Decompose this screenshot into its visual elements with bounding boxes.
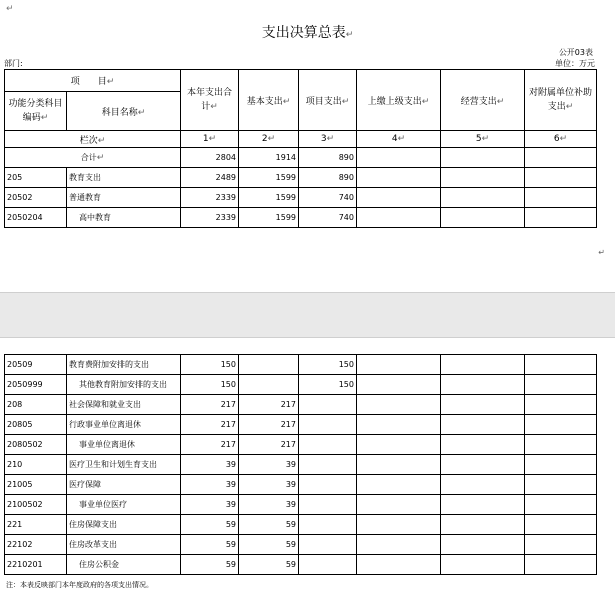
row-upper — [357, 535, 441, 555]
column-index-5: 5↵ — [441, 131, 525, 148]
row-total: 39 — [181, 455, 239, 475]
row-basic: 39 — [239, 495, 299, 515]
row-total: 2339 — [181, 188, 239, 208]
row-name: 住房保障支出 — [67, 515, 181, 535]
row-project — [299, 475, 357, 495]
row-business — [441, 355, 525, 375]
row-name: 高中教育 — [67, 208, 181, 228]
table-row — [5, 435, 597, 455]
table-row — [5, 355, 597, 375]
column-index-6: 6↵ — [525, 131, 597, 148]
row-subsidy — [525, 188, 597, 208]
row-subsidy — [525, 475, 597, 495]
table-row — [5, 375, 597, 395]
row-name: 普通教育 — [67, 188, 181, 208]
row-code: 208 — [5, 395, 67, 415]
row-code: 2080502 — [5, 435, 67, 455]
row-project — [299, 395, 357, 415]
row-code: 21005 — [5, 475, 67, 495]
column-index-1: 1↵ — [181, 131, 239, 148]
row-subsidy — [525, 435, 597, 455]
row-business — [441, 415, 525, 435]
row-upper — [357, 515, 441, 535]
department-label: 部门: — [4, 59, 23, 68]
page-1 — [0, 0, 615, 292]
row-upper — [357, 355, 441, 375]
row-code: 205 — [5, 168, 67, 188]
header-basic: 基本支出↵ — [239, 70, 299, 131]
row-name: 医疗卫生和计划生育支出 — [67, 455, 181, 475]
table-row — [5, 208, 597, 228]
row-total: 39 — [181, 495, 239, 515]
header-subject-name: 科目名称↵ — [67, 92, 181, 131]
row-project: 890 — [299, 168, 357, 188]
table-row — [5, 535, 597, 555]
row-subsidy — [525, 168, 597, 188]
table-row — [5, 515, 597, 535]
row-upper — [357, 168, 441, 188]
row-project — [299, 515, 357, 535]
column-index-2: 2↵ — [239, 131, 299, 148]
row-subsidy — [525, 208, 597, 228]
page-break-gap — [0, 292, 615, 338]
row-name: 教育支出 — [67, 168, 181, 188]
row-project — [299, 455, 357, 475]
row-basic: 1599 — [239, 208, 299, 228]
row-upper — [357, 415, 441, 435]
row-basic: 39 — [239, 475, 299, 495]
row-subsidy — [525, 355, 597, 375]
row-business — [441, 475, 525, 495]
row-project — [299, 415, 357, 435]
row-project: 150 — [299, 375, 357, 395]
row-name: 住房改革支出 — [67, 535, 181, 555]
expenditure-table-top — [4, 69, 597, 228]
header-item: 项 目↵ — [5, 70, 181, 92]
row-project: 740 — [299, 188, 357, 208]
row-code: 2050204 — [5, 208, 67, 228]
header-func-code: 功能分类科目编码↵ — [5, 92, 67, 131]
row-basic: 39 — [239, 455, 299, 475]
row-basic: 59 — [239, 555, 299, 575]
row-name: 行政事业单位离退休 — [67, 415, 181, 435]
row-upper — [357, 395, 441, 415]
row-code: 210 — [5, 455, 67, 475]
row-name: 其他教育附加安排的支出 — [67, 375, 181, 395]
table-row — [5, 495, 597, 515]
row-upper — [357, 495, 441, 515]
total-label: 合计↵ — [5, 148, 181, 168]
table-note: 注：本表反映部门本年度政府的各项支出情况。 — [6, 581, 153, 589]
row-upper — [357, 208, 441, 228]
total-row — [5, 148, 597, 168]
paragraph-mark: ↵ — [598, 248, 605, 257]
row-basic: 1599 — [239, 188, 299, 208]
row-project: 740 — [299, 208, 357, 228]
row-business — [441, 375, 525, 395]
row-subsidy — [525, 515, 597, 535]
row-basic: 217 — [239, 415, 299, 435]
row-project — [299, 435, 357, 455]
row-business — [441, 168, 525, 188]
row-name: 住房公积金 — [67, 555, 181, 575]
row-business — [441, 555, 525, 575]
row-code: 20502 — [5, 188, 67, 208]
row-upper — [357, 455, 441, 475]
table-row — [5, 415, 597, 435]
row-total: 39 — [181, 475, 239, 495]
expenditure-table-bottom — [4, 354, 597, 575]
row-basic — [239, 355, 299, 375]
row-business — [441, 455, 525, 475]
title-text: 支出决算总表 — [261, 25, 346, 41]
row-business — [441, 515, 525, 535]
column-index-4: 4↵ — [357, 131, 441, 148]
total-business — [441, 148, 525, 168]
row-code: 221 — [5, 515, 67, 535]
header-total: 本年支出合计↵ — [181, 70, 239, 131]
column-index-label: 栏次↵ — [5, 131, 181, 148]
row-code: 2100502 — [5, 495, 67, 515]
row-subsidy — [525, 415, 597, 435]
row-basic: 217 — [239, 395, 299, 415]
paragraph-mark: ↵ — [6, 4, 14, 14]
row-name: 教育费附加安排的支出 — [67, 355, 181, 375]
form-number: 公开03表 — [558, 48, 593, 57]
row-upper — [357, 188, 441, 208]
total-total: 2804 — [181, 148, 239, 168]
row-name: 医疗保障 — [67, 475, 181, 495]
row-subsidy — [525, 455, 597, 475]
row-project — [299, 535, 357, 555]
table-row — [5, 555, 597, 575]
table-row — [5, 168, 597, 188]
table-row — [5, 188, 597, 208]
row-subsidy — [525, 395, 597, 415]
row-total: 150 — [181, 375, 239, 395]
header-upper: 上缴上级支出↵ — [357, 70, 441, 131]
table-row — [5, 395, 597, 415]
total-project: 890 — [299, 148, 357, 168]
row-total: 59 — [181, 515, 239, 535]
total-basic: 1914 — [239, 148, 299, 168]
row-total: 150 — [181, 355, 239, 375]
row-business — [441, 435, 525, 455]
row-total: 59 — [181, 535, 239, 555]
row-subsidy — [525, 495, 597, 515]
row-basic: 217 — [239, 435, 299, 455]
row-project — [299, 495, 357, 515]
row-basic — [239, 375, 299, 395]
row-business — [441, 188, 525, 208]
row-business — [441, 535, 525, 555]
row-business — [441, 395, 525, 415]
header-project: 项目支出↵ — [299, 70, 357, 131]
unit-label: 单位：万元 — [555, 59, 595, 68]
total-subsidy — [525, 148, 597, 168]
row-upper — [357, 555, 441, 575]
row-code: 2050999 — [5, 375, 67, 395]
column-index-3: 3↵ — [299, 131, 357, 148]
row-code: 22102 — [5, 535, 67, 555]
document-title: 支出决算总表↵ — [261, 25, 354, 41]
row-total: 217 — [181, 435, 239, 455]
row-name: 社会保障和就业支出 — [67, 395, 181, 415]
table-row — [5, 455, 597, 475]
row-basic: 59 — [239, 535, 299, 555]
row-project: 150 — [299, 355, 357, 375]
row-business — [441, 495, 525, 515]
row-subsidy — [525, 555, 597, 575]
row-code: 20509 — [5, 355, 67, 375]
row-upper — [357, 475, 441, 495]
page-2 — [0, 338, 615, 594]
row-code: 2210201 — [5, 555, 67, 575]
total-upper — [357, 148, 441, 168]
row-subsidy — [525, 375, 597, 395]
row-total: 217 — [181, 415, 239, 435]
row-upper — [357, 375, 441, 395]
header-business: 经营支出↵ — [441, 70, 525, 131]
row-code: 20805 — [5, 415, 67, 435]
row-basic: 1599 — [239, 168, 299, 188]
row-total: 59 — [181, 555, 239, 575]
row-upper — [357, 435, 441, 455]
row-total: 2339 — [181, 208, 239, 228]
row-basic: 59 — [239, 515, 299, 535]
row-total: 217 — [181, 395, 239, 415]
row-business — [441, 208, 525, 228]
row-name: 事业单位离退休 — [67, 435, 181, 455]
header-subsidy: 对附属单位补助支出↵ — [525, 70, 597, 131]
row-project — [299, 555, 357, 575]
row-subsidy — [525, 535, 597, 555]
row-total: 2489 — [181, 168, 239, 188]
row-name: 事业单位医疗 — [67, 495, 181, 515]
table-row — [5, 475, 597, 495]
